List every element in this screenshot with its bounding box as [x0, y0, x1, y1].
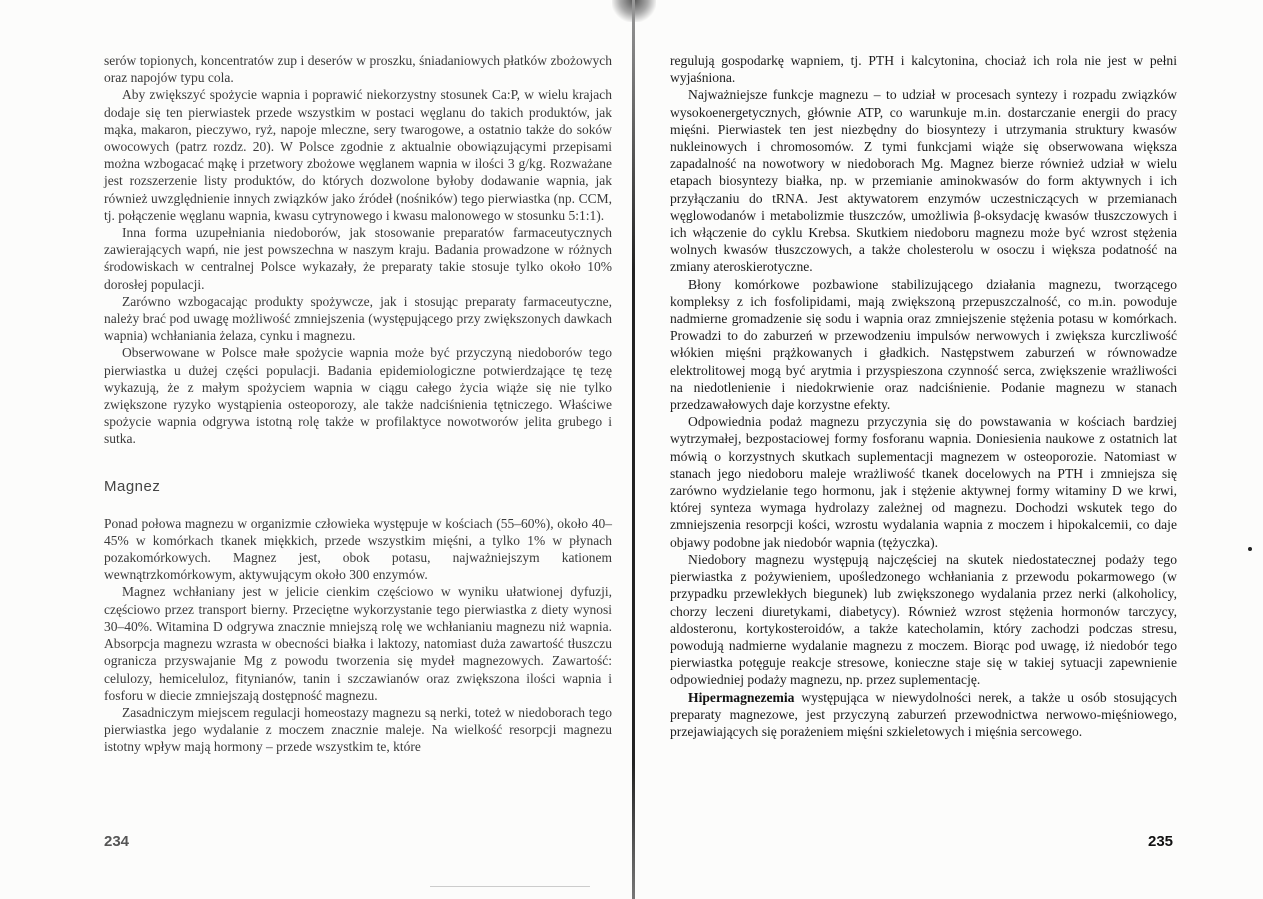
- paragraph: [670, 689, 1177, 741]
- paragraph: Najważniejsze funkcje magnezu – to udział w procesach syntezy i rozpadu związków wysokoenergetycznych, głównie ATP, co warunkuje m.in. dostarczanie energii do pracy mięśni. Pierwiastek ten jest niezbędny do biosyntezy i utrzymania struktury kwasów nukleinowych i chromosomów. Z tymi funkcjami wiąże się obserwowana większa zapadalność na nowotwory w niedoborach Mg. Magnez bierze również udział w wielu etapach biosyntezy białka, np. w przemianie aminokwasów do form aktywnych i ich przyłączaniu do tRNA. Jest aktywatorem enzymów uczestniczących w przemianach węglowodanów i metabolizmie tłuszczów, umożliwia β-oksydację kwasów tłuszczowych i ich włączenie do cyklu Krebsa. Skutkiem niedoboru magnezu może być wzrost stężenia wolnych kwasów tłuszczowych, a także cholesterolu w osoczu i większa podatność na zmiany ateroskierotyczne.: [670, 87, 1177, 275]
- paragraph: Zarówno wzbogacając produkty spożywcze, jak i stosując preparaty farmaceutyczne, należy brać pod uwagę możliwość zmniejszenia (występującego przy zwiększonych dawkach wapnia) wchłaniania żelaza, cynku i magnezu.: [104, 293, 612, 344]
- section-heading: Magnez: [104, 477, 161, 495]
- paragraph: Aby zwiększyć spożycie wapnia i poprawić niekorzystny stosunek Ca:P, w wielu krajach dodaje się ten pierwiastek przede wszystkim w postaci węglanu do takich produktów, jak mąka, makaron, pieczywo, ryż, napoje mleczne, sery twarogowe, a ostatnio także do soków owocowych (patrz rozdz. 20). W Polsce zgodnie z aktualnie obowiązującymi przepisami można wzbogacać mąkę i przetwory zbożowe węglanem wapnia w ilości 3 g/kg. Rozważane jest rozszerzenie listy produktów, do których dozwolone byłoby dodawanie wapnia, jak również uwzględnienie innych związków jako źródeł (nośników) tego pierwiastka (np. CCM, tj. połączenie węglanu wapnia, kwasu cytrynowego i kwasu malonowego w stosunku 5:1:1).: [104, 87, 612, 223]
- left-page: [104, 52, 612, 756]
- page-number-right: 235: [1148, 833, 1174, 850]
- page-gutter: [632, 0, 635, 899]
- paragraph: Ponad połowa magnezu w organizmie człowieka występuje w kościach (55–60%), około 40–45% w komórkach tkanek miękkich, przede wszystkim mięśni, a tylko 1% w płynach pozakomórkowych. Magnez jest, obok potasu, najważniejszym kationem wewnątrzkomórkowym, aktywującym około 300 enzymów.: [104, 515, 612, 583]
- paragraph: serów topionych, koncentratów zup i deserów w proszku, śniadaniowych płatków zbożowych oraz napojów typu cola.: [104, 53, 612, 86]
- paragraph: Zasadniczym miejscem regulacji homeostazy magnezu są nerki, toteż w niedoborach tego pierwiastka jego wydalanie z moczem znacznie maleje. Na wielkość resorpcji magnezu istotny wpływ mają hormony – przede wszystkim te, które: [104, 704, 612, 755]
- right-page: [670, 52, 1177, 740]
- paragraph: Odpowiednia podaż magnezu przyczynia się do powstawania w kościach bardziej wytrzymałej, bezpostaciowej formy fosforanu wapnia. Doniesienia naukowe z ostatnich lat mówią o korzystnych skutkach suplementacji magnezem w osteoporozie. Natomiast w stanach jego niedoboru maleje wrażliwość tkanek docelowych na PTH i zmniejsza się zarówno wydzielanie tego hormonu, jak i stężenie aktywnej formy witaminy D we krwi, której synteza wymaga hydrolazy zależnej od magnezu. Dochodzi wskutek tego do zmniejszenia resorpcji kości, wzrostu wydalania wapnia z moczem i hipokalcemii, co daje objawy podobne jak niedobór wapnia (tężyczka).: [670, 414, 1177, 550]
- bold-term: Hipermagnezemia: [688, 689, 795, 705]
- paragraph: regulują gospodarkę wapniem, tj. PTH i kalcytonina, chociaż ich rola nie jest w pełni wyjaśniona.: [670, 53, 1177, 86]
- paragraph-text: występująca w niewydolności nerek, a także u osób stosujących preparaty magnezowe, jest przyczyną zaburzeń przewodnictwa nerwowo-mięśniowego, przejawiających się porażeniem mięśni szkieletowych i mięśnia sercowego.: [670, 689, 1177, 739]
- paragraph: Błony komórkowe pozbawione stabilizującego działania magnezu, tworzącego kompleksy z ich fosfolipidami, mają zwiększoną przepuszczalność, co m.in. powoduje nadmierne gromadzenie się sodu i wapnia oraz zmniejszenie stężenia potasu w komórkach. Prowadzi to do zaburzeń w przewodzeniu impulsów nerwowych i zwiększa kurczliwość włókien mięśni prążkowanych i gładkich. Następstwem zaburzeń w równowadze elektrolitowej mogą być arytmia i przyspieszona czynność serca, zwiększenie wrażliwości na niedotlenienie i niedokrwienie oraz nadciśnienie. Podanie magnezu w stanach przedzawałowych daje korzystne efekty.: [670, 276, 1177, 413]
- paragraph: Obserwowane w Polsce małe spożycie wapnia może być przyczyną niedoborów tego pierwiastka u dużej części populacji. Badania epidemiologiczne potwierdzające tę tezę wykazują, że z małym spożyciem wapnia w ciągu całego życia wiąże się nie tylko zwiększone ryzyko wystąpienia osteoporozy, ale także nadciśnienia tętniczego. Właściwe spożycie wapnia odgrywa istotną rolę także w profilaktyce nowotworów jelita grubego i sutka.: [104, 345, 612, 447]
- paragraph: Niedobory magnezu występują najczęściej na skutek niedostatecznej podaży tego pierwiastka z pożywieniem, upośledzonego wchłaniania z przewodu pokarmowego (w przypadku przewlekłych biegunek) lub zwiększonego wydalania przez nerki (alkoholicy, chorzy leczeni diuretykami, diabetycy). Również wzrost stężenia hormonów tarczycy, aldosteronu, kortykosteroidów, a także katecholamin, który zachodzi podczas stresu, powodują nadmierne wydalanie magnezu z moczem. Biorąc pod uwagę, iż niedobór tego pierwiastka potęguje reakcje stresowe, konieczne staje się w takiej sytuacji zapewnienie odpowiedniej podaży magnezu, np. przez suplementację.: [670, 551, 1177, 688]
- paragraph: Inna forma uzupełniania niedoborów, jak stosowanie preparatów farmaceutycznych zawierających wapń, nie jest powszechna w naszym kraju. Badania prowadzone w różnych środowiskach w centralnej Polsce wykazały, że preparaty takie stosuje tylko około 10% dorosłej populacji.: [104, 225, 612, 292]
- paragraph: Magnez wchłaniany jest w jelicie cienkim częściowo w wyniku ułatwionej dyfuzji, częściowo przez transport bierny. Przeciętne wykorzystanie tego pierwiastka z diety wynosi 30–40%. Witamina D odgrywa znacznie mniejszą rolę we wchłanianiu magnezu niż wapnia. Absorpcja magnezu wzrasta w obecności białka i laktozy, natomiast duża zawartość tłuszczu ogranicza przyswajanie Mg z powodu tworzenia się mydeł magnezowych. Zawartość: celulozy, hemiceluloz, fitynianów, tanin i szczawianów oraz zwiększona ilości wapnia i fosforu w diecie zmniejszają dostępność magnezu.: [104, 584, 612, 703]
- page-number-left: 234: [104, 833, 130, 850]
- scan-speck: [1248, 547, 1252, 551]
- scan-line: [430, 886, 590, 887]
